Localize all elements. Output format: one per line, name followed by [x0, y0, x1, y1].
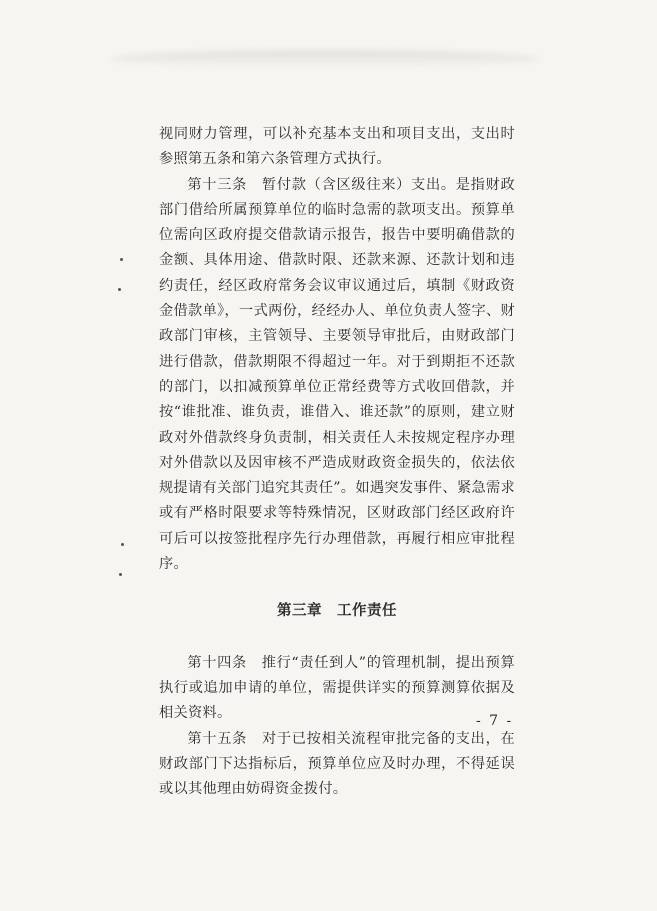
paragraph-article-14: 第十四条 推行“责任到人”的管理机制，提出预算执行或追加申请的单位，需提供详实的预算测算依据及相关资料。 — [159, 654, 515, 722]
scan-shadow — [110, 50, 540, 68]
scan-speck — [119, 573, 122, 576]
page-number: - 7 - — [476, 713, 514, 729]
scan-speck — [121, 543, 124, 546]
scan-speck — [118, 288, 121, 291]
scan-speck — [120, 258, 123, 261]
paragraph-article-15: 第十五条 对于已按相关流程审批完备的支出，在财政部门下达指标后，预算单位应及时办理，不得延误或以其他理由妨碍资金拨付。 — [159, 730, 515, 798]
chapter-heading: 第三章 工作责任 — [277, 603, 397, 620]
paragraph-article-13: 第十三条 暂付款（含区级往来）支出。是指财政部门借给所属预算单位的临时急需的款项支出。预算单位需向区政府提交借款请示报告，报告中要明确借款的金额、具体用途、借款时限、还款来源、还款计划和违约责任，经区政府常务会议审议通过后，填制《财政资金借款单》，一式两份，经经办人、单位负责人签字、财政部门审核，主管领导、主要领导审批后，由财政部门进行借款，借款期限不得超过一年。对于到期拒不还款的部门，以扣减预算单位正常经费等方式收回借款，并按“谁批准、谁负责，谁借入、谁还款”的原则，建立财政对外借款终身负责制，相关责任人未按规定程序办理对外借款以及因审核不严造成财政资金损失的，依法依规提请有关部门追究其责任”。如遇突发事件、紧急需求或有严格时限要求等特殊情况，区财政部门经区政府许可后可以按签批程序先行办理借款，再履行相应审批程序。 — [159, 176, 515, 573]
document-body — [159, 122, 515, 802]
paragraph-continuation: 视同财力管理，可以补充基本支出和项目支出，支出时参照第五条和第六条管理方式执行。 — [159, 126, 515, 168]
